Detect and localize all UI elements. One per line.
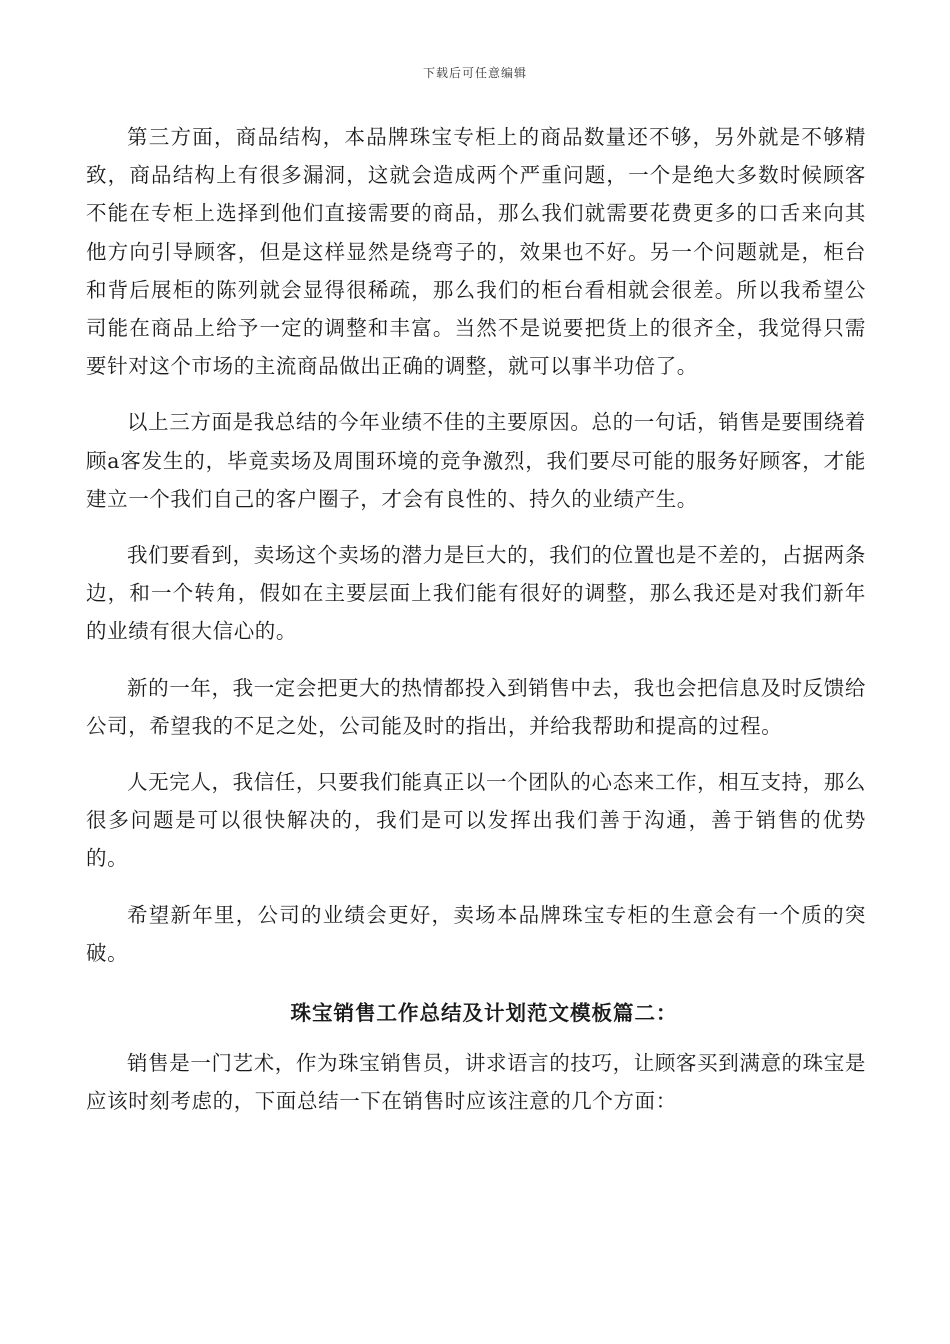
section-heading: 珠宝销售工作总结及计划范文模板篇二： bbox=[290, 1001, 678, 1026]
page-header: 下载后可任意编辑 bbox=[422, 66, 527, 80]
paragraph-new-year-hope: 希望新年里，公司的业绩会更好，卖场本品牌珠宝专柜的生意会有一个质的突破。 bbox=[86, 902, 866, 965]
paragraph-new-year-commitment: 新的一年，我一定会把更大的热情都投入到销售中去，我也会把信息及时反馈给公司，希望我的不足之处，公司能及时的指出，并给我帮助和提高的过程。 bbox=[86, 675, 866, 738]
paragraph-summary-reasons: 以上三方面是我总结的今年业绩不佳的主要原因。总的一句话，销售是要围绕着顾a客发生的，毕竟卖场及周围环境的竞争激烈，我们要尽可能的服务好顾客，才能建立一个我们自己的客户圈子，才会有良性的、持久的业绩产生。 bbox=[86, 410, 866, 511]
paragraph-sales-art: 销售是一门艺术，作为珠宝销售员，讲求语言的技巧，让顾客买到满意的珠宝是应该时刻考虑的，下面总结一下在销售时应该注意的几个方面： bbox=[86, 1051, 866, 1114]
paragraph-teamwork: 人无完人，我信任，只要我们能真正以一个团队的心态来工作，相互支持，那么很多问题是可以很快解决的，我们是可以发挥出我们善于沟通，善于销售的优势的。 bbox=[86, 770, 866, 871]
document-body bbox=[86, 118, 866, 1120]
paragraph-store-potential: 我们要看到，卖场这个卖场的潜力是巨大的，我们的位置也是不差的，占据两条边，和一个转角，假如在主要层面上我们能有很好的调整，那么我还是对我们新年的业绩有很大信心的。 bbox=[86, 543, 866, 644]
paragraph-product-structure: 第三方面，商品结构，本品牌珠宝专柜上的商品数量还不够，另外就是不够精致，商品结构上有很多漏洞，这就会造成两个严重问题，一个是绝大多数时候顾客不能在专柜上选择到他们直接需要的商品，那么我们就需要花费更多的口舌来向其他方向引导顾客，但是这样显然是绕弯子的，效果也不好。另一个问题就是，柜台和背后展柜的陈列就会显得很稀疏，那么我们的柜台看相就会很差。所以我希望公司能在商品上给予一定的调整和丰富。当然不是说要把货上的很齐全，我觉得只需要针对这个市场的主流商品做出正确的调整，就可以事半功倍了。 bbox=[86, 125, 866, 379]
